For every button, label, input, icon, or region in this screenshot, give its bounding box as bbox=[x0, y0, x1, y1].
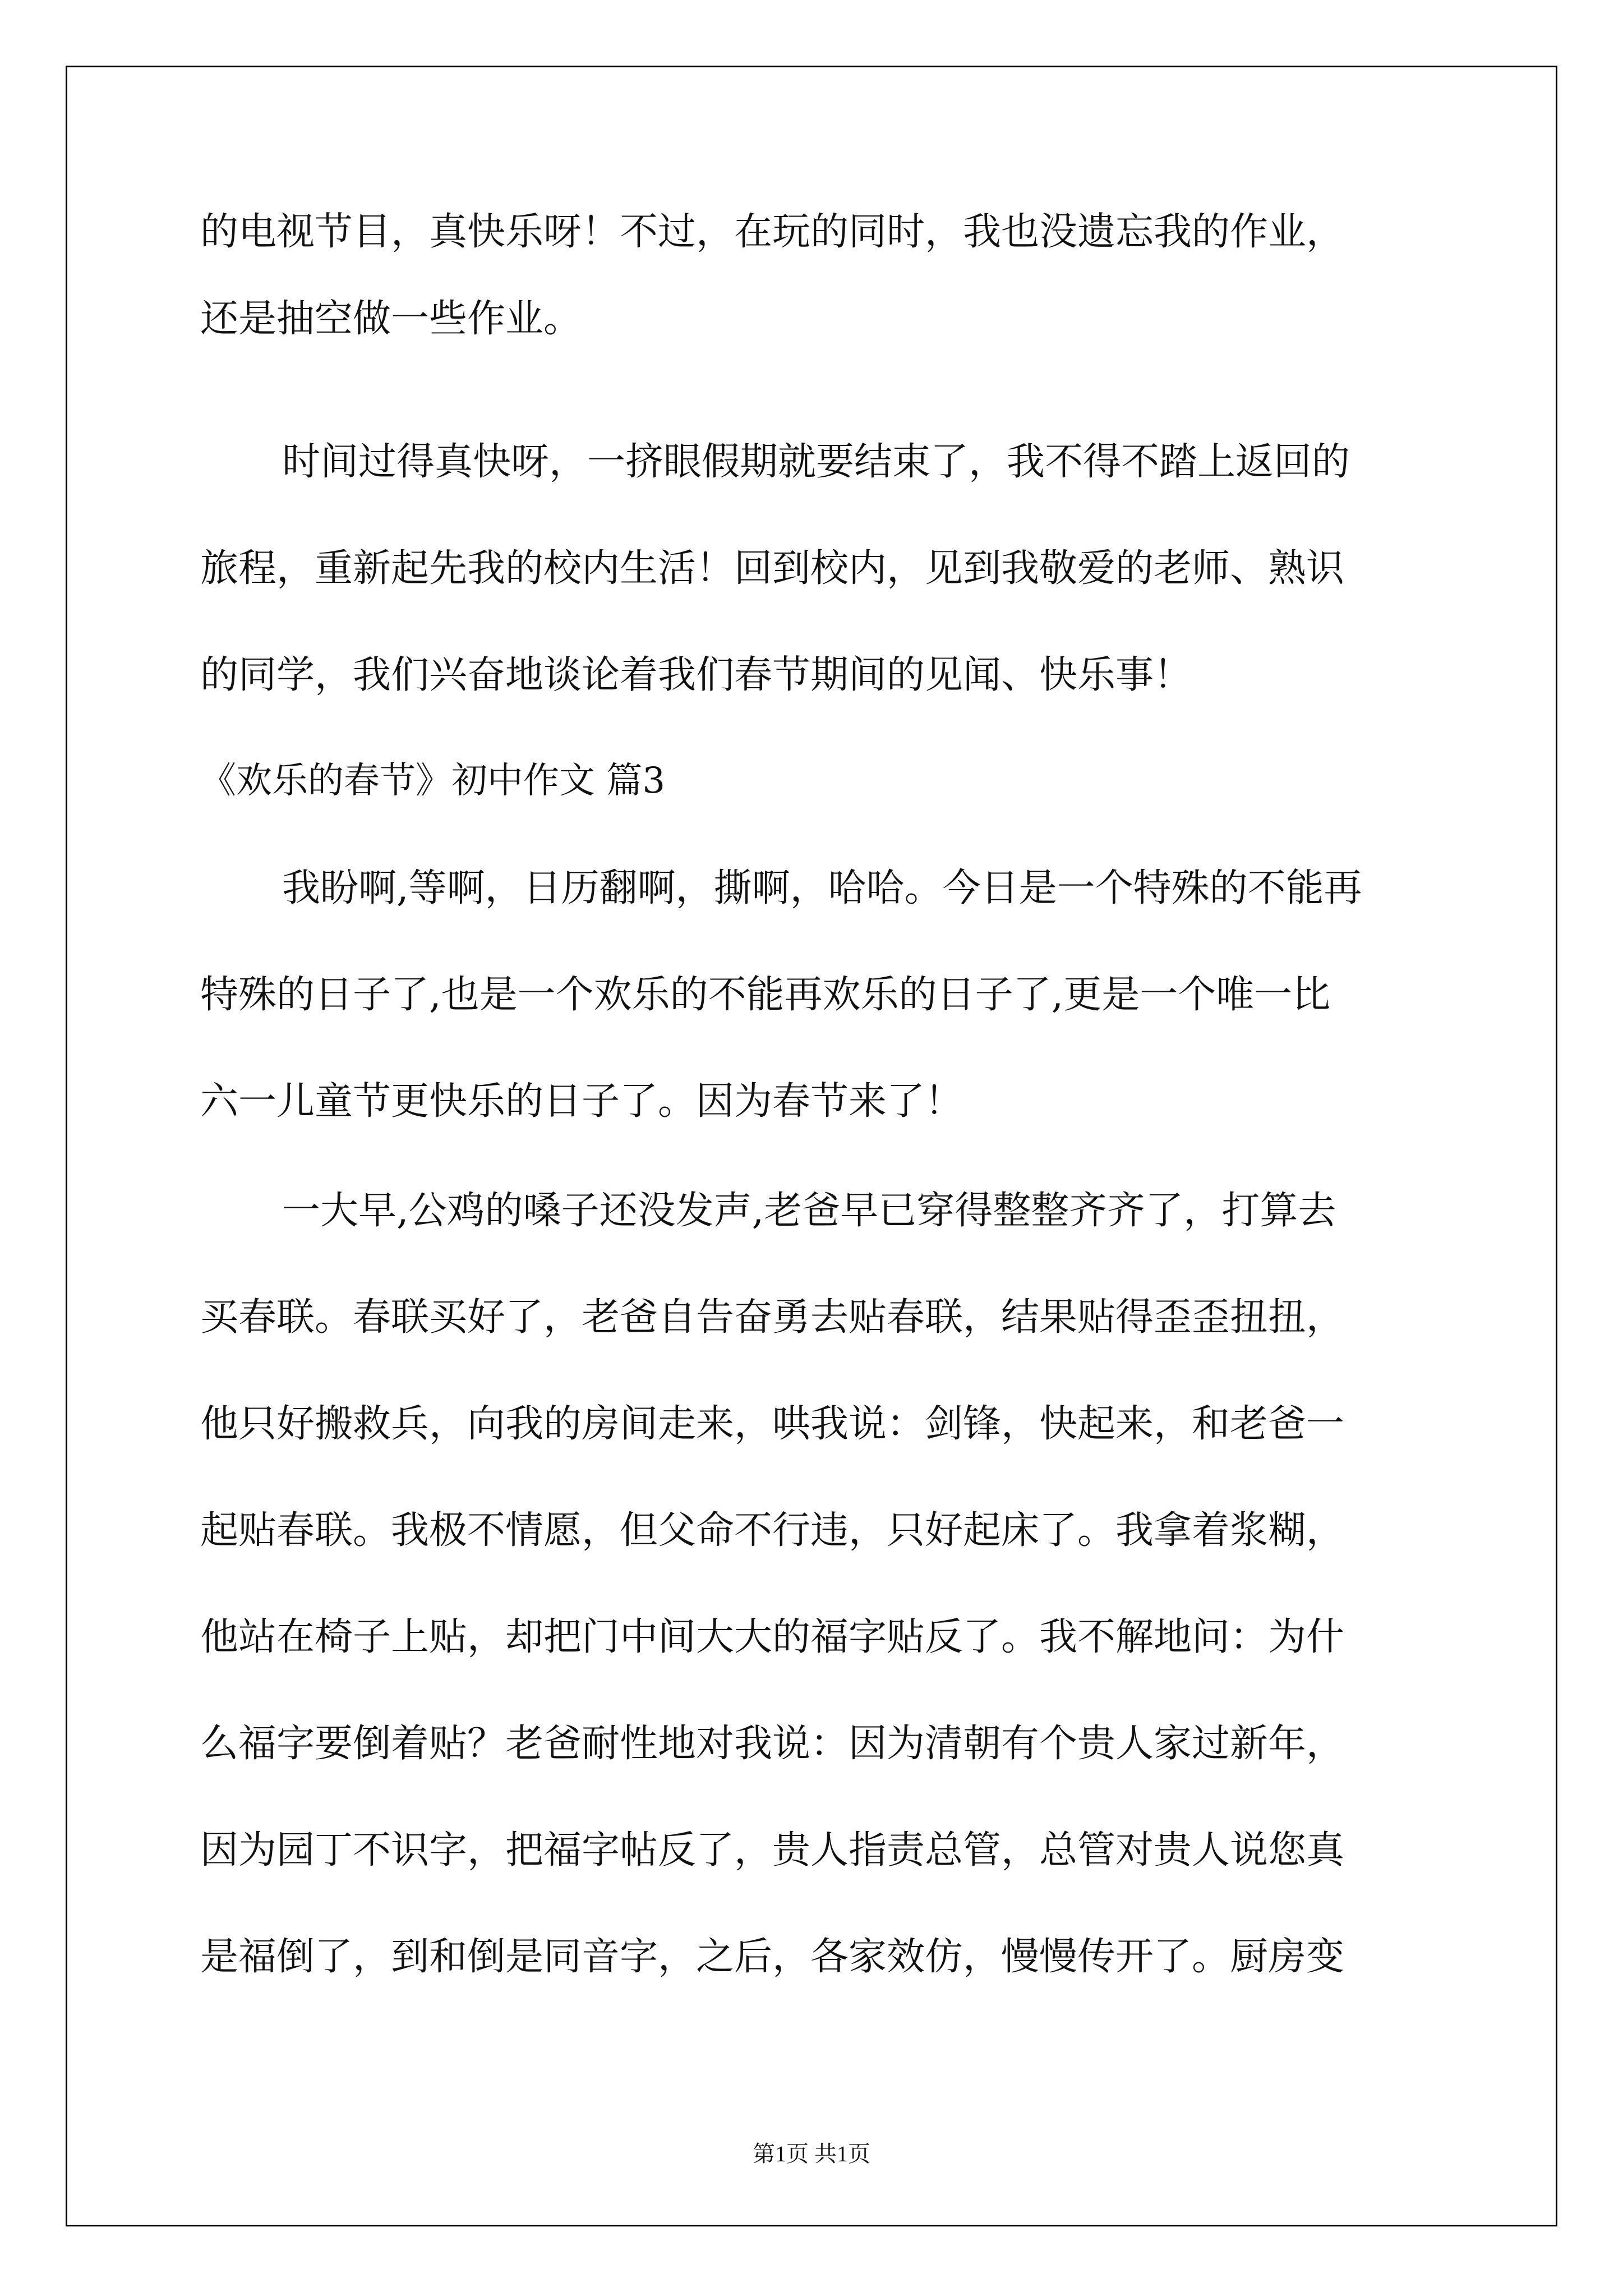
text-line: 旅程，重新起先我的校内生活！回到校内，见到我敬爱的老师、熟识 bbox=[200, 546, 1345, 591]
paragraph-start-line: 一大早,公鸡的嗓子还没发声,老爸早已穿得整整齐齐了，打算去 bbox=[282, 1189, 1336, 1233]
text-line: 的同学，我们兴奋地谈论着我们春节期间的见闻、快乐事！ bbox=[200, 653, 1192, 697]
text-line: 因为园丁不识字，把福字帖反了，贵人指责总管，总管对贵人说您真 bbox=[200, 1828, 1345, 1872]
text-line: 起贴春联。我极不情愿，但父命不行违，只好起床了。我拿着浆糊， bbox=[200, 1508, 1345, 1553]
section-heading: 《欢乐的春节》初中作文 篇3 bbox=[200, 760, 666, 802]
text-line: 的电视节目，真快乐呀！不过，在玩的同时，我也没遗忘我的作业， bbox=[200, 210, 1345, 254]
text-line: 特殊的日子了,也是一个欢乐的不能再欢乐的日子了,更是一个唯一比 bbox=[200, 973, 1331, 1017]
paragraph-start-line: 我盼啊,等啊，日历翻啊，撕啊，哈哈。今日是一个特殊的不能再 bbox=[282, 866, 1362, 910]
text-line: 么福字要倒着贴？老爸耐性地对我说：因为清朝有个贵人家过新年， bbox=[200, 1722, 1345, 1766]
text-line: 买春联。春联买好了，老爸自告奋勇去贴春联，结果贴得歪歪扭扭， bbox=[200, 1295, 1345, 1340]
text-line: 他站在椅子上贴，却把门中间大大的福字贴反了。我不解地问：为什 bbox=[200, 1615, 1345, 1659]
text-line: 六一儿童节更快乐的日子了。因为春节来了！ bbox=[200, 1079, 963, 1124]
paragraph-start-line: 时间过得真快呀，一挤眼假期就要结束了，我不得不踏上返回的 bbox=[282, 440, 1350, 484]
text-line: 是福倒了，到和倒是同音字，之后，各家效仿，慢慢传开了。厨房变 bbox=[200, 1935, 1345, 1979]
text-line: 他只好搬救兵，向我的房间走来，哄我说：剑锋，快起来，和老爸一 bbox=[200, 1402, 1345, 1446]
text-line: 还是抽空做一些作业。 bbox=[200, 297, 582, 341]
page-number-footer: 第1页 共1页 bbox=[753, 2141, 870, 2166]
page-border bbox=[66, 66, 1557, 2226]
